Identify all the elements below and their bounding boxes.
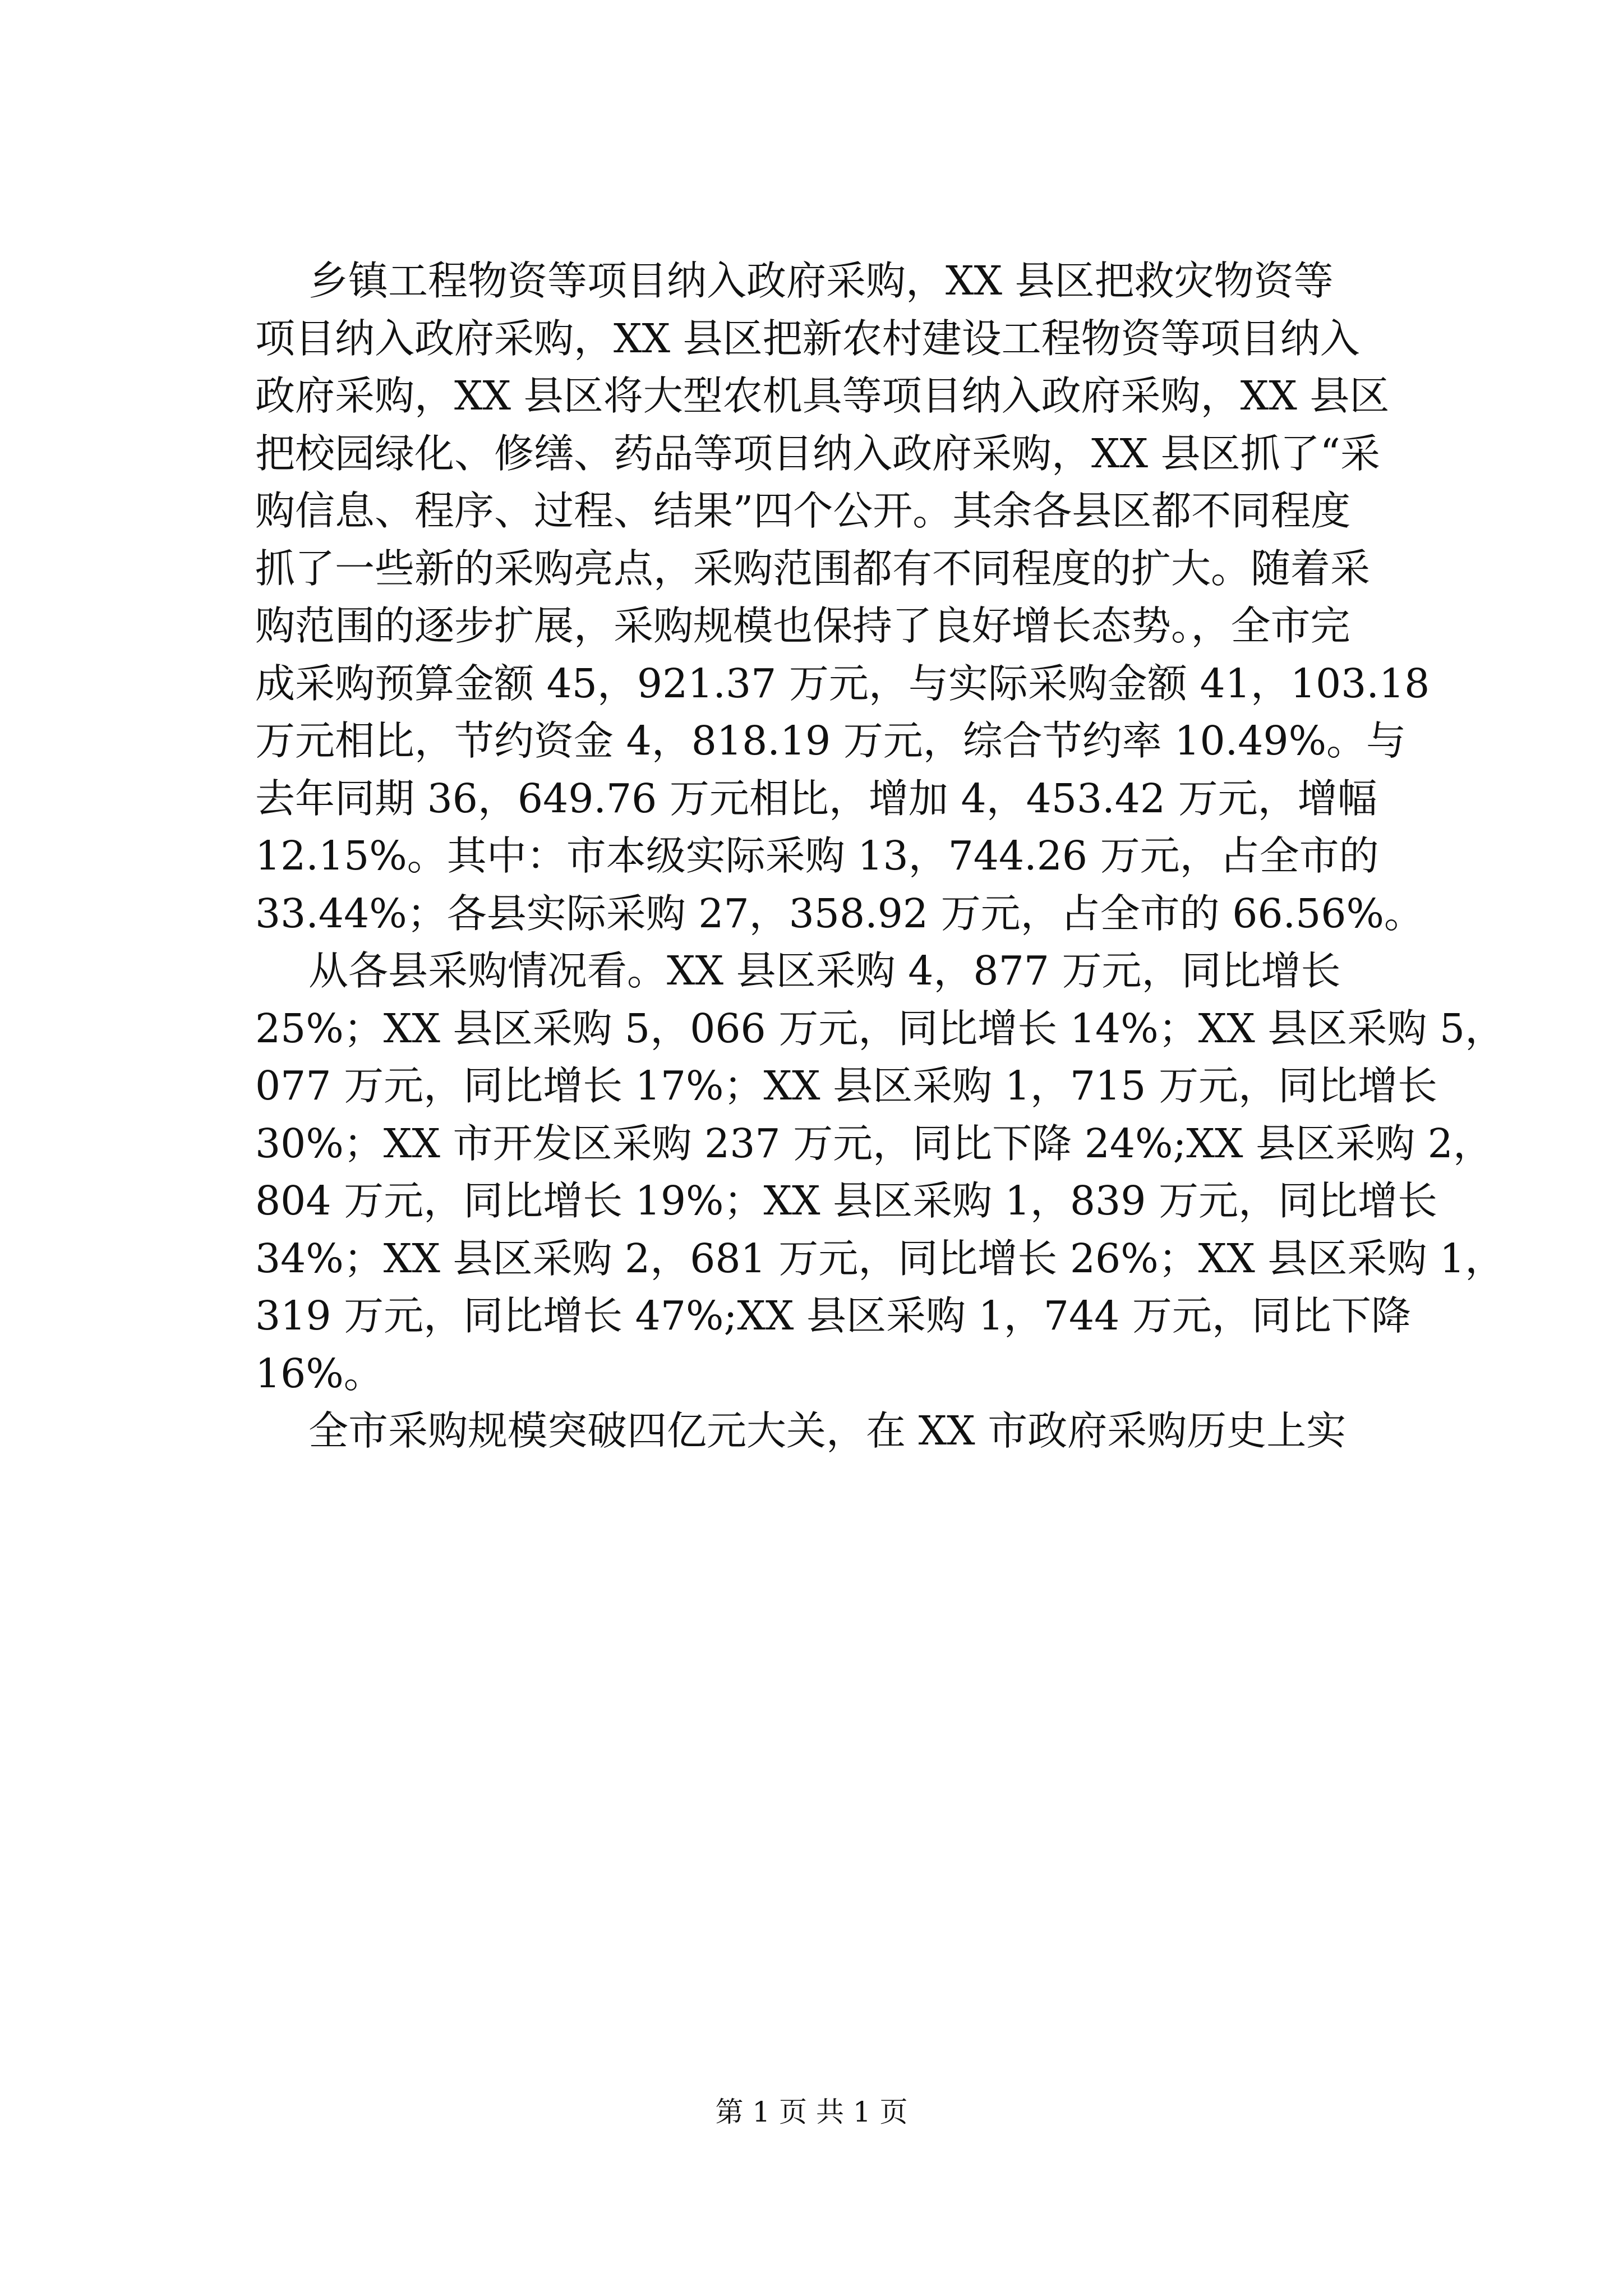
text-line: 077 万元，同比增长 17%；XX 县区采购 1，715 万元，同比增长 <box>255 1062 1437 1109</box>
page-number-footer: 第 1 页 共 1 页 <box>715 2096 908 2128</box>
text-line: 购信息、程序、过程、结果”四个公开。其余各县区都不同程度 <box>255 487 1351 534</box>
text-line: 去年同期 36，649.76 万元相比，增加 4，453.42 万元，增幅 <box>255 775 1377 822</box>
text-line: 804 万元，同比增长 19%；XX 县区采购 1，839 万元，同比增长 <box>255 1177 1437 1224</box>
text-line: 319 万元，同比增长 47%;XX 县区采购 1，744 万元，同比下降 <box>255 1292 1411 1339</box>
text-line: 政府采购，XX 县区将大型农机具等项目纳入政府采购，XX 县区 <box>255 372 1390 419</box>
text-line: 34%；XX 县区采购 2，681 万元，同比增长 26%；XX 县区采购 1， <box>255 1235 1505 1282</box>
text-line: 乡镇工程物资等项目纳入政府采购，XX 县区把救灾物资等 <box>308 257 1334 304</box>
text-line: 从各县采购情况看。XX 县区采购 4，877 万元，同比增长 <box>308 947 1341 994</box>
text-line: 万元相比，节约资金 4，818.19 万元，综合节约率 10.49%。与 <box>255 717 1407 764</box>
text-line: 25%；XX 县区采购 5，066 万元，同比增长 14%；XX 县区采购 5， <box>255 1005 1505 1052</box>
text-line: 33.44%；各县实际采购 27，358.92 万元，占全市的 66.56%。 <box>255 890 1424 937</box>
text-line: 30%；XX 市开发区采购 237 万元，同比下降 24%;XX 县区采购 2， <box>255 1120 1493 1167</box>
text-line: 购范围的逐步扩展，采购规模也保持了良好增长态势。，全市完 <box>255 602 1350 649</box>
text-line: 项目纳入政府采购，XX 县区把新农村建设工程物资等项目纳入 <box>255 315 1360 362</box>
text-line: 抓了一些新的采购亮点，采购范围都有不同程度的扩大。随着采 <box>255 545 1371 592</box>
paragraph-county-procurement <box>255 942 1505 1402</box>
text-line: 成采购预算金额 45，921.37 万元，与实际采购金额 41，103.18 <box>255 660 1430 707</box>
text-line: 16%。 <box>255 1350 384 1397</box>
paragraph-procurement-scope <box>255 252 1430 942</box>
text-line: 12.15%。其中：市本级实际采购 13，744.26 万元，占全市的 <box>255 832 1379 879</box>
text-line: 把校园绿化、修缮、药品等项目纳入政府采购，XX 县区抓了“采 <box>255 430 1380 477</box>
text-line: 全市采购规模突破四亿元大关，在 XX 市政府采购历史上实 <box>308 1407 1347 1454</box>
document-body <box>255 252 1505 1460</box>
paragraph-milestone <box>255 1402 1408 1460</box>
